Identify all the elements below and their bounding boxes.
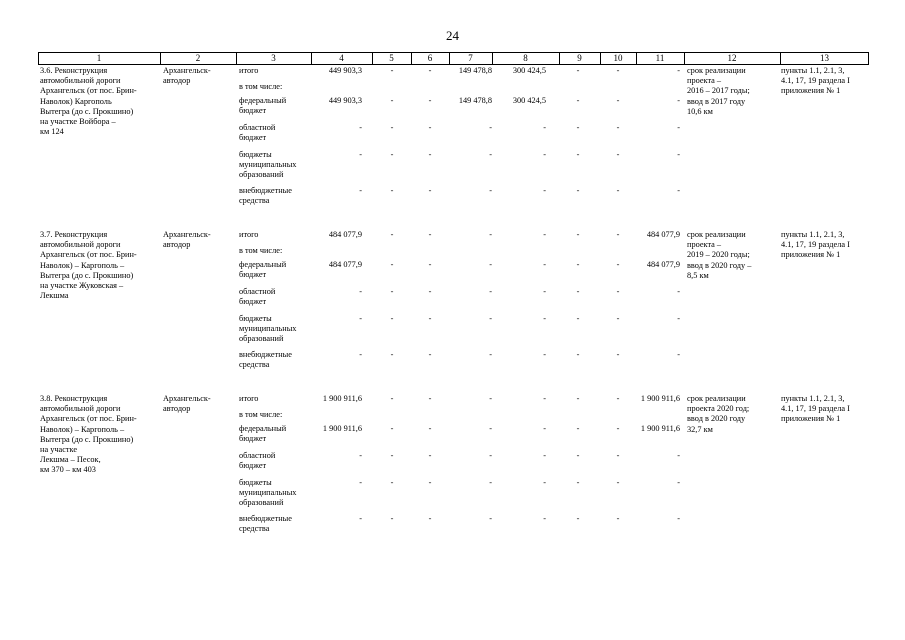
value-c9: -	[576, 451, 580, 460]
value-c11: -	[677, 350, 680, 359]
value-c7: -	[489, 230, 492, 239]
value-c10: -	[616, 424, 620, 433]
value-c11: -	[677, 150, 680, 159]
header-col-2: 2	[195, 53, 201, 63]
header-divider	[600, 53, 601, 64]
header-col-3: 3	[271, 53, 276, 63]
value-c6: -	[428, 424, 432, 433]
executor: Архангельск- автодор	[163, 394, 211, 414]
value-c4: -	[359, 150, 362, 159]
header-col-7: 7	[468, 53, 473, 63]
value-c5: -	[390, 451, 394, 460]
header-edge	[38, 53, 39, 64]
value-c8: -	[543, 123, 546, 132]
value-c9: -	[576, 123, 580, 132]
program-points: пункты 1.1, 2.1, 3, 4.1, 17, 19 раздела I приложения № 1	[781, 394, 850, 424]
value-c11: 1 900 911,6	[640, 424, 680, 433]
value-c7: -	[489, 514, 492, 523]
funding-source-label: внебюджетные средства	[239, 514, 292, 534]
program-points: пункты 1.1, 2.1, 3, 4.1, 17, 19 раздела I приложения № 1	[781, 66, 850, 96]
header-divider	[311, 53, 312, 64]
value-c9: -	[576, 260, 580, 269]
value-c11: -	[677, 478, 680, 487]
value-c7: -	[489, 451, 492, 460]
value-c10: -	[616, 123, 620, 132]
value-c5: -	[390, 514, 394, 523]
value-c4: -	[359, 186, 362, 195]
value-c7: -	[489, 314, 492, 323]
funding-source-label: итого	[239, 230, 259, 239]
funding-source-label: федеральный бюджет	[239, 424, 287, 444]
header-col-9: 9	[577, 53, 582, 63]
value-c4: 1 900 911,6	[322, 394, 362, 403]
value-c9: -	[576, 350, 580, 359]
value-c9: -	[576, 230, 580, 239]
value-c10: -	[616, 260, 620, 269]
funding-source-label: внебюджетные средства	[239, 186, 292, 206]
header-edge	[868, 53, 869, 64]
value-c9: -	[576, 394, 580, 403]
value-c5: -	[390, 96, 394, 105]
value-c8: -	[543, 350, 546, 359]
value-c4: 1 900 911,6	[322, 424, 362, 433]
value-c7: -	[489, 350, 492, 359]
value-c4: 449 903,3	[328, 66, 362, 75]
value-c5: -	[390, 314, 394, 323]
header-col-6: 6	[427, 53, 433, 63]
value-c9: -	[576, 66, 580, 75]
funding-source-label: областной бюджет	[239, 287, 276, 307]
value-c11: -	[677, 66, 680, 75]
header-divider	[684, 53, 685, 64]
value-c7: -	[489, 186, 492, 195]
value-c8: -	[543, 230, 546, 239]
value-c7: 149 478,8	[458, 96, 492, 105]
value-c5: -	[390, 186, 394, 195]
value-c5: -	[390, 230, 394, 239]
value-c9: -	[576, 478, 580, 487]
value-c5: -	[390, 287, 394, 296]
value-c6: -	[428, 150, 432, 159]
value-c5: -	[390, 350, 394, 359]
header-col-5: 5	[389, 53, 394, 63]
funding-source-label: бюджеты муниципальных образований	[239, 478, 297, 508]
funding-source-label: бюджеты муниципальных образований	[239, 314, 297, 344]
value-c10: -	[616, 394, 620, 403]
value-c7: -	[489, 260, 492, 269]
executor: Архангельск- автодор	[163, 230, 211, 250]
funding-source-label: в том числе:	[239, 82, 283, 91]
value-c6: -	[428, 96, 432, 105]
funding-source-label: внебюджетные средства	[239, 350, 292, 370]
funding-source-label: итого	[239, 394, 259, 403]
value-c7: -	[489, 287, 492, 296]
funding-source-label: областной бюджет	[239, 123, 276, 143]
value-c11: 484 077,9	[646, 230, 680, 239]
header-col-11: 11	[655, 53, 665, 63]
value-c5: -	[390, 424, 394, 433]
value-c6: -	[428, 451, 432, 460]
value-c4: -	[359, 314, 362, 323]
value-c9: -	[576, 96, 580, 105]
implementation-term: срок реализации проекта – 2016 – 2017 годы; ввод в 2017 году 10,6 км	[687, 66, 750, 116]
value-c11: -	[677, 514, 680, 523]
value-c6: -	[428, 230, 432, 239]
value-c8: 300 424,5	[512, 66, 546, 75]
value-c5: -	[390, 150, 394, 159]
header-col-8: 8	[523, 53, 528, 63]
object-name: 3.6. Реконструкция автомобильной дороги Архангельск (от пос. Брин- Наволок) Каргополь Вытегра (до с. Прокшино) на участке Войбора – км 124	[40, 66, 137, 137]
value-c7: -	[489, 424, 492, 433]
value-c8: -	[543, 451, 546, 460]
header-divider	[636, 53, 637, 64]
value-c7: 149 478,8	[458, 66, 492, 75]
value-c5: -	[390, 478, 394, 487]
value-c7: -	[489, 150, 492, 159]
value-c6: -	[428, 314, 432, 323]
value-c11: -	[677, 123, 680, 132]
value-c10: -	[616, 451, 620, 460]
value-c11: -	[677, 314, 680, 323]
value-c9: -	[576, 150, 580, 159]
value-c4: 449 903,3	[328, 96, 362, 105]
value-c10: -	[616, 66, 620, 75]
value-c10: -	[616, 514, 620, 523]
value-c10: -	[616, 314, 620, 323]
value-c6: -	[428, 514, 432, 523]
value-c5: -	[390, 123, 394, 132]
value-c8: -	[543, 150, 546, 159]
header-col-13: 13	[820, 53, 829, 63]
object-name: 3.8. Реконструкция автомобильной дороги Архангельск (от пос. Брин- Наволок) – Каргополь – Вытегра (до с. Прокшино) на участке Лекшма – Песок, км 370 – км 403	[40, 394, 137, 475]
value-c6: -	[428, 394, 432, 403]
value-c7: -	[489, 478, 492, 487]
header-divider	[372, 53, 373, 64]
header-divider	[780, 53, 781, 64]
value-c11: -	[677, 287, 680, 296]
value-c5: -	[390, 260, 394, 269]
value-c9: -	[576, 514, 580, 523]
value-c8: -	[543, 514, 546, 523]
value-c4: -	[359, 350, 362, 359]
funding-source-label: областной бюджет	[239, 451, 276, 471]
value-c10: -	[616, 96, 620, 105]
value-c10: -	[616, 186, 620, 195]
value-c10: -	[616, 230, 620, 239]
value-c10: -	[616, 350, 620, 359]
value-c11: -	[677, 451, 680, 460]
value-c4: -	[359, 514, 362, 523]
value-c8: -	[543, 287, 546, 296]
value-c4: -	[359, 451, 362, 460]
header-divider	[160, 53, 161, 64]
value-c6: -	[428, 66, 432, 75]
value-c8: -	[543, 394, 546, 403]
value-c10: -	[616, 287, 620, 296]
value-c7: -	[489, 394, 492, 403]
header-col-4: 4	[339, 53, 344, 63]
value-c5: -	[390, 66, 394, 75]
value-c9: -	[576, 287, 580, 296]
value-c9: -	[576, 186, 580, 195]
value-c9: -	[576, 424, 580, 433]
value-c8: -	[543, 478, 546, 487]
table-header	[38, 52, 869, 65]
value-c8: -	[543, 186, 546, 195]
value-c6: -	[428, 350, 432, 359]
object-name: 3.7. Реконструкция автомобильной дороги Архангельск (от пос. Брин- Наволок) – Каргополь – Вытегра (до с. Прокшино) на участке Жуковская – Лекшма	[40, 230, 137, 301]
value-c4: -	[359, 123, 362, 132]
executor: Архангельск- автодор	[163, 66, 211, 86]
value-c4: 484 077,9	[328, 230, 362, 239]
page-number: 24	[446, 28, 459, 43]
value-c5: -	[390, 394, 394, 403]
funding-source-label: федеральный бюджет	[239, 260, 287, 280]
header-divider	[411, 53, 412, 64]
value-c4: -	[359, 287, 362, 296]
value-c6: -	[428, 186, 432, 195]
value-c6: -	[428, 260, 432, 269]
header-divider	[492, 53, 493, 64]
program-points: пункты 1.1, 2.1, 3, 4.1, 17, 19 раздела I приложения № 1	[781, 230, 850, 260]
value-c7: -	[489, 123, 492, 132]
value-c10: -	[616, 150, 620, 159]
value-c6: -	[428, 287, 432, 296]
header-col-10: 10	[613, 53, 623, 63]
value-c6: -	[428, 123, 432, 132]
value-c11: -	[677, 186, 680, 195]
implementation-term: срок реализации проекта 2020 год; ввод в 2020 году 32,7 км	[687, 394, 750, 434]
value-c9: -	[576, 314, 580, 323]
value-c8: -	[543, 314, 546, 323]
value-c4: 484 077,9	[328, 260, 362, 269]
value-c4: -	[359, 478, 362, 487]
header-col-12: 12	[727, 53, 737, 63]
value-c11: 1 900 911,6	[640, 394, 680, 403]
implementation-term: срок реализации проекта – 2019 – 2020 годы; ввод в 2020 году – 8,5 км	[687, 230, 752, 280]
value-c11: -	[677, 96, 680, 105]
value-c6: -	[428, 478, 432, 487]
value-c11: 484 077,9	[646, 260, 680, 269]
header-col-1: 1	[96, 53, 102, 63]
header-divider	[236, 53, 237, 64]
funding-source-label: итого	[239, 66, 259, 75]
header-divider	[559, 53, 560, 64]
value-c8: -	[543, 260, 546, 269]
header-divider	[449, 53, 450, 64]
funding-source-label: в том числе:	[239, 246, 283, 255]
funding-source-label: в том числе:	[239, 410, 283, 419]
value-c8: 300 424,5	[512, 96, 546, 105]
funding-source-label: федеральный бюджет	[239, 96, 287, 116]
value-c8: -	[543, 424, 546, 433]
value-c10: -	[616, 478, 620, 487]
funding-source-label: бюджеты муниципальных образований	[239, 150, 297, 180]
